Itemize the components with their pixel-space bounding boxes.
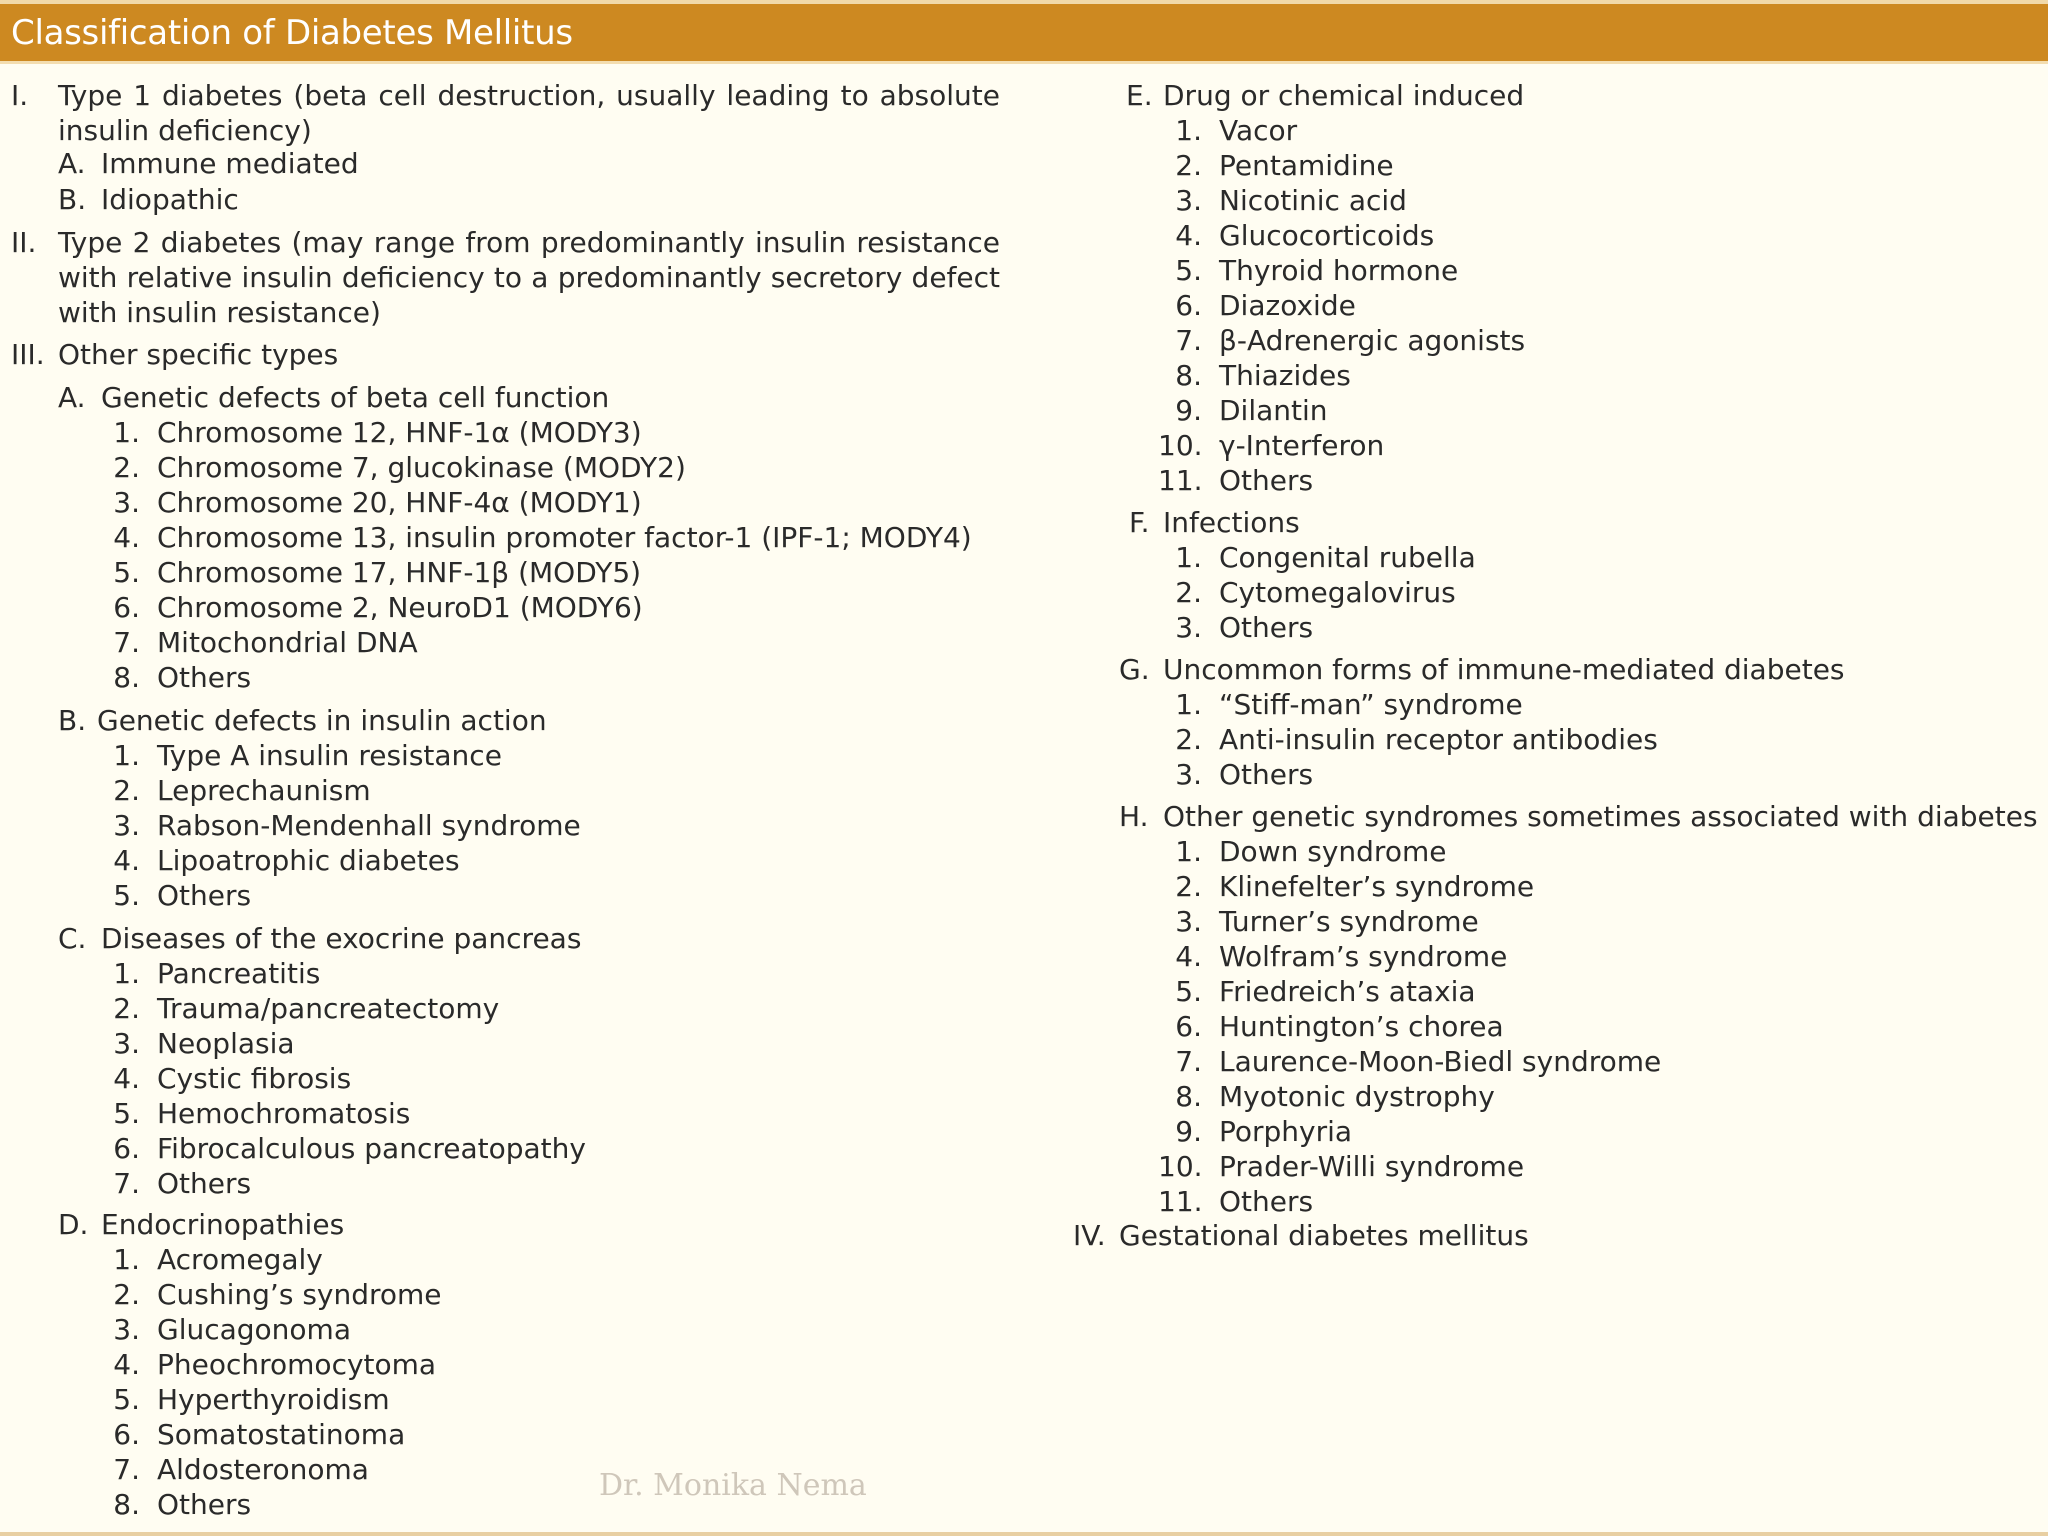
list-item: Others: [157, 879, 252, 912]
list-item: Aldosteronoma: [157, 1453, 369, 1486]
list-item: Diazoxide: [1219, 289, 1356, 322]
list-item-number: 1.: [113, 957, 140, 990]
list-item-number: 5.: [113, 879, 140, 912]
subsection-heading: Genetic defects in insulin action: [97, 704, 547, 737]
list-item: Lipoatrophic diabetes: [157, 844, 460, 877]
list-item-number: 6.: [1175, 289, 1202, 322]
list-item: Laurence-Moon-Biedl syndrome: [1219, 1045, 1662, 1078]
list-item: γ-Interferon: [1219, 429, 1385, 462]
list-item: Klinefelter’s syndrome: [1219, 870, 1535, 903]
list-item-number: 1.: [1175, 688, 1202, 721]
list-item: Chromosome 12, HNF-1α (MODY3): [157, 416, 642, 449]
subsection-marker: H.: [1119, 800, 1149, 833]
list-item: Others: [1219, 464, 1314, 497]
list-item: Myotonic dystrophy: [1219, 1080, 1495, 1113]
list-item: Wolfram’s syndrome: [1219, 940, 1508, 973]
bottom-border: [0, 1532, 2048, 1536]
list-item: Cytomegalovirus: [1219, 576, 1456, 609]
list-item-number: 7.: [113, 626, 140, 659]
subsection-heading: Drug or chemical induced: [1163, 79, 1525, 112]
other-types-heading: Other specific types: [58, 338, 339, 371]
type1-item-label: Idiopathic: [101, 183, 239, 216]
roman-numeral-3: III.: [11, 338, 45, 371]
list-item-number: 8.: [1175, 359, 1202, 392]
subsection-marker: E.: [1126, 79, 1153, 112]
list-item-number: 7.: [113, 1453, 140, 1486]
list-item: Others: [1219, 758, 1314, 791]
list-item-number: 8.: [113, 661, 140, 694]
subsection-marker: F.: [1129, 506, 1150, 539]
list-item: Rabson-Mendenhall syndrome: [157, 809, 581, 842]
list-item-number: 3.: [1175, 611, 1202, 644]
list-item-number: 1.: [1175, 835, 1202, 868]
list-item-number: 6.: [113, 1132, 140, 1165]
list-item-number: 2.: [1175, 870, 1202, 903]
list-item-number: 2.: [1175, 149, 1202, 182]
roman-numeral-2: II.: [11, 226, 37, 259]
page-title: Classification of Diabetes Mellitus: [11, 13, 573, 53]
list-item: Prader-Willi syndrome: [1219, 1150, 1525, 1183]
list-item-number: 4.: [113, 1348, 140, 1381]
subsection-heading: Other genetic syndromes sometimes associated with diabetes: [1163, 800, 2038, 833]
subsection-heading: Genetic defects of beta cell function: [101, 381, 610, 414]
list-item-number: 5.: [1175, 254, 1202, 287]
list-item-number: 11.: [1158, 464, 1203, 497]
list-item: Type A insulin resistance: [157, 739, 502, 772]
list-item: Pentamidine: [1219, 149, 1394, 182]
list-item-number: 3.: [113, 1027, 140, 1060]
subsection-marker: C.: [58, 922, 87, 955]
list-item-number: 6.: [1175, 1010, 1202, 1043]
subsection-heading: Infections: [1163, 506, 1300, 539]
list-item: Pancreatitis: [157, 957, 321, 990]
list-item: Vacor: [1219, 114, 1298, 147]
list-item-number: 7.: [113, 1167, 140, 1200]
type2-description: Type 2 diabetes (may range from predominantly insulin resistance with relative insulin deficiency to a predominantly secretory defect with insulin resistance): [58, 226, 1000, 329]
list-item-number: 10.: [1158, 1150, 1203, 1183]
list-item-number: 5.: [113, 1383, 140, 1416]
list-item-number: 9.: [1175, 1115, 1202, 1148]
list-item-number: 1.: [1175, 114, 1202, 147]
list-item: Anti-insulin receptor antibodies: [1219, 723, 1658, 756]
list-item-number: 3.: [113, 809, 140, 842]
list-item: Chromosome 7, glucokinase (MODY2): [157, 451, 686, 484]
list-item: Somatostatinoma: [157, 1418, 406, 1451]
list-item: Chromosome 20, HNF-4α (MODY1): [157, 486, 642, 519]
list-item: Turner’s syndrome: [1219, 905, 1479, 938]
subsection-heading: Diseases of the exocrine pancreas: [101, 922, 582, 955]
list-item-number: 6.: [113, 1418, 140, 1451]
list-item: Cushing’s syndrome: [157, 1278, 442, 1311]
list-item: Cystic fibrosis: [157, 1062, 352, 1095]
list-item-number: 1.: [113, 416, 140, 449]
list-item-number: 10.: [1158, 429, 1203, 462]
list-item-number: 8.: [113, 1488, 140, 1521]
list-item: Chromosome 2, NeuroD1 (MODY6): [157, 591, 643, 624]
roman-numeral-1: I.: [11, 79, 29, 112]
subsection-marker: G.: [1119, 653, 1150, 686]
list-item: Porphyria: [1219, 1115, 1353, 1148]
list-item-number: 2.: [1175, 723, 1202, 756]
list-item: Glucocorticoids: [1219, 219, 1435, 252]
subsection-heading: Uncommon forms of immune-mediated diabetes: [1163, 653, 1845, 686]
list-item: Others: [1219, 1185, 1314, 1218]
type1-item-label: Immune mediated: [101, 147, 359, 180]
list-item-number: 3.: [1175, 758, 1202, 791]
list-item: Others: [157, 1167, 252, 1200]
list-item-number: 2.: [113, 992, 140, 1025]
title-bar: [0, 4, 2048, 61]
list-item: β-Adrenergic agonists: [1219, 324, 1526, 357]
list-item-number: 5.: [113, 556, 140, 589]
list-item-number: 4.: [113, 1062, 140, 1095]
list-item: Hyperthyroidism: [157, 1383, 390, 1416]
list-item-number: 7.: [1175, 1045, 1202, 1078]
list-item-number: 5.: [113, 1097, 140, 1130]
list-item: Down syndrome: [1219, 835, 1447, 868]
subsection-marker: A.: [58, 381, 86, 414]
roman-numeral-4: IV.: [1073, 1219, 1106, 1252]
list-item: Leprechaunism: [157, 774, 371, 807]
type1-item-marker: B.: [58, 183, 87, 216]
list-item: Others: [157, 661, 252, 694]
list-item: Others: [1219, 611, 1314, 644]
list-item: Huntington’s chorea: [1219, 1010, 1504, 1043]
list-item: Friedreich’s ataxia: [1219, 975, 1476, 1008]
list-item: Glucagonoma: [157, 1313, 351, 1346]
list-item: “Stiff-man” syndrome: [1219, 688, 1523, 721]
list-item: Dilantin: [1219, 394, 1328, 427]
list-item: Others: [157, 1488, 252, 1521]
list-item: Chromosome 17, HNF-1β (MODY5): [157, 556, 642, 589]
list-item-number: 8.: [1175, 1080, 1202, 1113]
list-item-number: 2.: [113, 1278, 140, 1311]
type1-description: Type 1 diabetes (beta cell destruction, usually leading to absolute insulin deficiency): [58, 79, 1000, 147]
list-item-number: 3.: [113, 1313, 140, 1346]
list-item-number: 9.: [1175, 394, 1202, 427]
list-item-number: 11.: [1158, 1185, 1203, 1218]
list-item-number: 3.: [1175, 184, 1202, 217]
list-item: Nicotinic acid: [1219, 184, 1407, 217]
list-item: Acromegaly: [157, 1243, 323, 1276]
list-item-number: 4.: [1175, 940, 1202, 973]
subsection-marker: D.: [58, 1208, 89, 1241]
list-item-number: 4.: [113, 521, 140, 554]
list-item-number: 5.: [1175, 975, 1202, 1008]
list-item-number: 2.: [113, 774, 140, 807]
list-item: Chromosome 13, insulin promoter factor-1 (IPF-1; MODY4): [157, 521, 972, 554]
list-item: Thyroid hormone: [1219, 254, 1459, 287]
list-item: Pheochromocytoma: [157, 1348, 437, 1381]
list-item: Fibrocalculous pancreatopathy: [157, 1132, 586, 1165]
list-item: Mitochondrial DNA: [157, 626, 418, 659]
list-item-number: 1.: [1175, 541, 1202, 574]
list-item: Trauma/pancreatectomy: [157, 992, 500, 1025]
list-item-number: 2.: [113, 451, 140, 484]
gestational-heading: Gestational diabetes mellitus: [1119, 1219, 1529, 1252]
subsection-marker: B.: [58, 704, 87, 737]
list-item-number: 4.: [113, 844, 140, 877]
list-item-number: 7.: [1175, 324, 1202, 357]
list-item-number: 3.: [1175, 905, 1202, 938]
list-item: Neoplasia: [157, 1027, 295, 1060]
type1-item-marker: A.: [58, 147, 86, 180]
title-underline: [0, 61, 2048, 64]
list-item-number: 2.: [1175, 576, 1202, 609]
list-item-number: 4.: [1175, 219, 1202, 252]
subsection-heading: Endocrinopathies: [101, 1208, 345, 1241]
list-item: Hemochromatosis: [157, 1097, 411, 1130]
list-item-number: 6.: [113, 591, 140, 624]
list-item: Thiazides: [1219, 359, 1351, 392]
author-watermark: Dr. Monika Nema: [599, 1468, 867, 1503]
list-item-number: 1.: [113, 739, 140, 772]
list-item-number: 1.: [113, 1243, 140, 1276]
list-item-number: 3.: [113, 486, 140, 519]
list-item: Congenital rubella: [1219, 541, 1476, 574]
